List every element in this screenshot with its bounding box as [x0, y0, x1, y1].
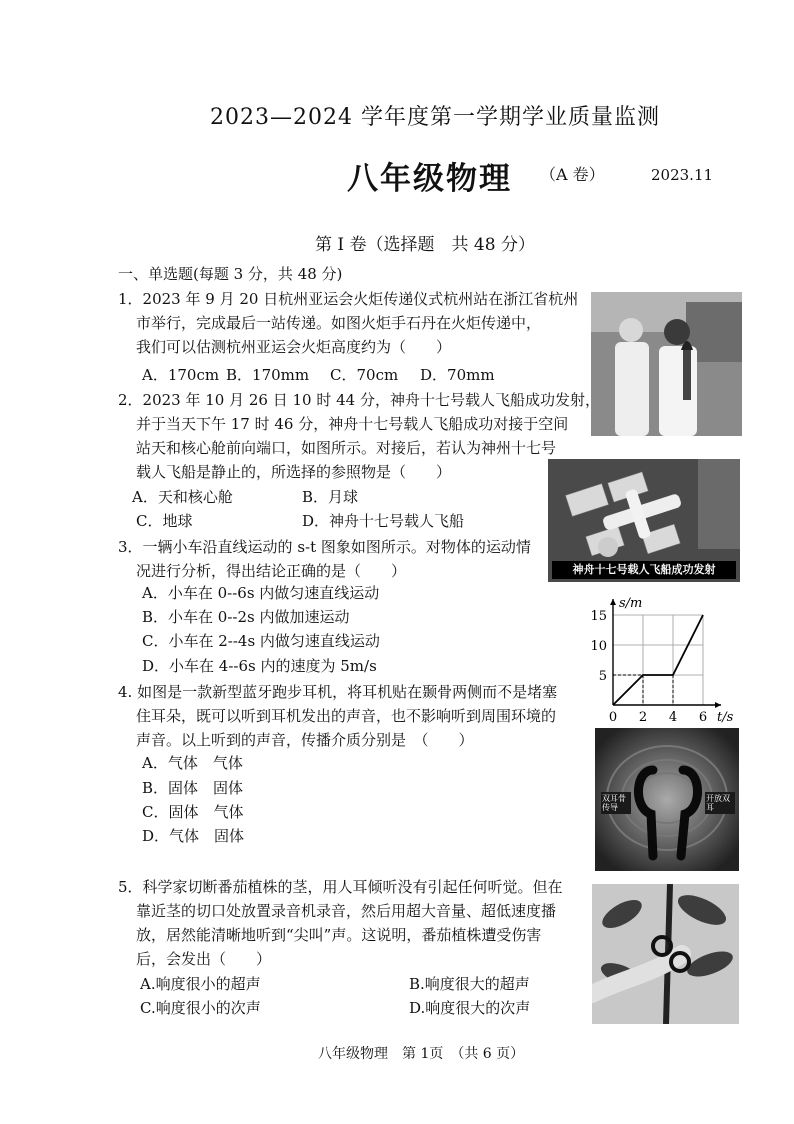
question-1-line-1: 1．2023 年 9 月 20 日杭州亚运会火炬传递仪式杭州站在浙江省杭州 — [118, 290, 579, 308]
q2-option-b[interactable]: B．月球 — [302, 488, 359, 506]
graph-y-tick-label: 5 — [598, 669, 607, 684]
s-t-graph — [585, 590, 745, 725]
question-3-line-1: 3．一辆小车沿直线运动的 s-t 图象如图所示。对物体的运动情 — [118, 538, 531, 556]
part-heading: 第 I 卷（选择题 共 48 分） — [315, 235, 535, 255]
graph-series-line — [613, 615, 703, 705]
q2-option-a[interactable]: A．天和核心舱 — [132, 488, 233, 506]
q3-option-c[interactable]: C．小车在 2--4s 内做匀速直线运动 — [142, 632, 380, 650]
question-2-line-4: 载人飞船是静止的，所选择的参照物是（ ） — [136, 463, 452, 481]
graph-y-tick-label: 10 — [590, 639, 607, 654]
torch-bearer-photo — [591, 292, 742, 436]
tomato-plant-photo — [592, 884, 739, 1024]
headphones-photo — [595, 728, 739, 871]
exam-title: 2023—2024 学年度第一学期学业质量监测 — [210, 105, 660, 130]
q5-option-c[interactable]: C.响度很小的次声 — [140, 999, 261, 1017]
q4-option-c[interactable]: C．固体 气体 — [142, 803, 244, 821]
space-station-photo — [548, 459, 740, 582]
question-3-line-2: 况进行分析，得出结论正确的是（ ） — [136, 562, 407, 580]
q2-option-c[interactable]: C．地球 — [136, 512, 193, 530]
question-5-line-2: 靠近茎的切口处放置录音机录音，然后用超大音量、超低速度播 — [136, 902, 557, 920]
q3-option-a[interactable]: A．小车在 0--6s 内做匀速直线运动 — [142, 584, 380, 602]
q5-option-d[interactable]: D.响度很大的次声 — [409, 999, 531, 1017]
question-4-line-1: 4. 如图是一款新型蓝牙跑步耳机，将耳机贴在颞骨两侧而不是堵塞 — [118, 683, 558, 701]
section-heading: 一、单选题(每题 3 分，共 48 分) — [118, 265, 343, 283]
headphones-right-text: 开放双耳 — [706, 794, 730, 812]
q4-option-a[interactable]: A．气体 气体 — [142, 754, 243, 772]
headphones-left-text: 双耳骨传导 — [602, 794, 626, 812]
question-5-line-1: 5．科学家切断番茄植株的茎，用人耳倾听没有引起任何听觉。但在 — [118, 878, 563, 896]
question-2-line-2: 并于当天下午 17 时 46 分，神舟十七号载人飞船成功对接于空间 — [136, 415, 569, 433]
graph-x-tick-label: 4 — [668, 710, 678, 725]
graph-x-tick-label: 2 — [638, 710, 648, 725]
graph-y-tick-label: 15 — [590, 609, 607, 624]
page-footer: 八年级物理 第 1页 （共 6 页） — [318, 1046, 525, 1062]
q3-option-d[interactable]: D．小车在 4--6s 内的速度为 5m/s — [142, 657, 377, 675]
question-2-line-3: 站天和核心舱前向端口，如图所示。对接后，若认为神州十七号 — [136, 439, 557, 457]
q1-option-c[interactable]: C．70cm — [330, 366, 399, 384]
exam-date: 2023.11 — [651, 166, 714, 184]
graph-x-axis-label: t/s — [717, 710, 734, 725]
q1-option-d[interactable]: D．70mm — [420, 366, 495, 384]
question-2-line-1: 2．2023 年 10 月 26 日 10 时 44 分，神舟十七号载人飞船成功发射， — [118, 391, 600, 409]
graph-x-tick-label: 0 — [608, 710, 618, 725]
subject-title: 八年级物理 — [347, 161, 512, 197]
q5-option-b[interactable]: B.响度很大的超声 — [409, 975, 530, 993]
q4-option-d[interactable]: D．气体 固体 — [142, 827, 245, 845]
q1-option-b[interactable]: B．170mm — [226, 366, 310, 384]
question-4-line-3: 声音。以上听到的声音，传播介质分别是 （ ） — [136, 731, 474, 749]
question-5-line-4: 后，会发出（ ） — [136, 950, 272, 968]
edition-label: （A 卷） — [540, 165, 605, 184]
q2-option-d[interactable]: D．神舟十七号载人飞船 — [302, 512, 465, 530]
question-5-line-3: 放，居然能清晰地听到“尖叫”声。这说明，番茄植株遭受伤害 — [136, 926, 542, 944]
graph-x-tick-label: 6 — [698, 710, 708, 725]
question-4-line-2: 住耳朵，既可以听到耳机发出的声音，也不影响听到周围环境的 — [136, 707, 557, 725]
graph-y-axis-label: s/m — [619, 596, 643, 611]
q1-option-a[interactable]: A．170cm — [142, 366, 220, 384]
graph-x-arrow — [715, 702, 721, 708]
q4-option-b[interactable]: B．固体 固体 — [142, 779, 244, 797]
q5-option-a[interactable]: A.响度很小的超声 — [140, 975, 261, 993]
graph-y-arrow — [610, 599, 616, 605]
q3-option-b[interactable]: B．小车在 0--2s 内做加速运动 — [142, 608, 350, 626]
space-station-caption: 神舟十七号载人飞船成功发射 — [552, 561, 736, 579]
question-1-line-3: 我们可以估测杭州亚运会火炬高度约为（ ） — [136, 338, 452, 356]
question-1-line-2: 市举行，完成最后一站传递。如图火炬手石丹在火炬传递中， — [136, 314, 542, 332]
